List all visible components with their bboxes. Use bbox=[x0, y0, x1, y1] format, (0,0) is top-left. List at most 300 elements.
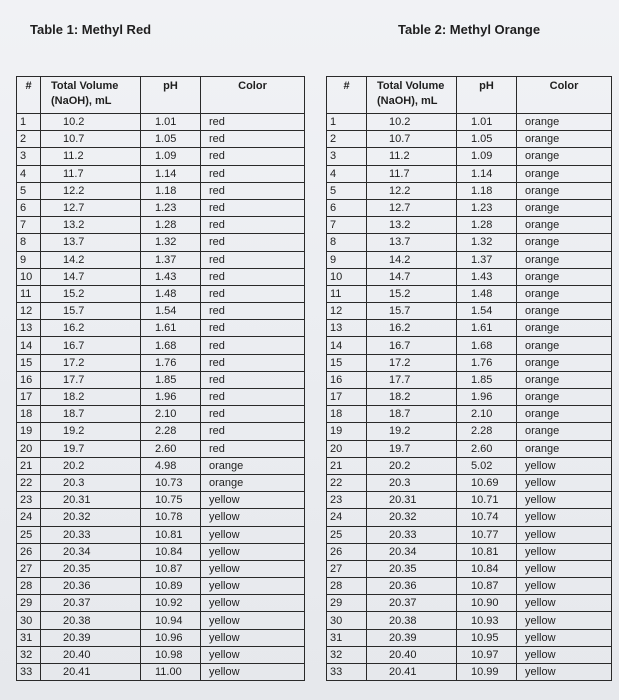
header-color: Color bbox=[201, 77, 305, 114]
ph-cell: 10.94 bbox=[141, 612, 201, 629]
table-row bbox=[327, 664, 612, 681]
row-number: 29 bbox=[17, 595, 41, 612]
total-volume-cell: 19.2 bbox=[41, 423, 141, 440]
ph-cell: 10.98 bbox=[141, 646, 201, 663]
row-number: 23 bbox=[327, 492, 367, 509]
table-row bbox=[327, 337, 612, 354]
header-ph: pH bbox=[457, 77, 517, 114]
row-number: 5 bbox=[327, 182, 367, 199]
total-volume-cell: 20.31 bbox=[41, 492, 141, 509]
color-cell: orange bbox=[201, 457, 305, 474]
row-number: 12 bbox=[327, 303, 367, 320]
table-row bbox=[327, 543, 612, 560]
total-volume-cell: 10.7 bbox=[367, 131, 457, 148]
total-volume-cell: 20.38 bbox=[41, 612, 141, 629]
ph-cell: 1.54 bbox=[457, 303, 517, 320]
color-cell: yellow bbox=[201, 526, 305, 543]
color-cell: red bbox=[201, 268, 305, 285]
color-cell: yellow bbox=[517, 595, 612, 612]
total-volume-cell: 20.35 bbox=[41, 560, 141, 577]
row-number: 26 bbox=[327, 543, 367, 560]
ph-cell: 10.89 bbox=[141, 578, 201, 595]
color-cell: orange bbox=[517, 389, 612, 406]
color-cell: yellow bbox=[517, 560, 612, 577]
table-row bbox=[17, 492, 305, 509]
color-cell: yellow bbox=[201, 560, 305, 577]
table-row bbox=[17, 234, 305, 251]
color-cell: orange bbox=[517, 234, 612, 251]
total-volume-cell: 14.2 bbox=[367, 251, 457, 268]
total-volume-cell: 20.3 bbox=[41, 474, 141, 491]
ph-cell: 10.95 bbox=[457, 629, 517, 646]
ph-cell: 1.09 bbox=[141, 148, 201, 165]
table-row bbox=[327, 595, 612, 612]
total-volume-cell: 13.2 bbox=[367, 217, 457, 234]
total-volume-cell: 11.2 bbox=[367, 148, 457, 165]
color-cell: yellow bbox=[517, 526, 612, 543]
total-volume-cell: 18.7 bbox=[41, 406, 141, 423]
table-row bbox=[327, 268, 612, 285]
color-cell: red bbox=[201, 320, 305, 337]
row-number: 17 bbox=[327, 389, 367, 406]
total-volume-cell: 17.7 bbox=[367, 371, 457, 388]
total-volume-cell: 11.2 bbox=[41, 148, 141, 165]
color-cell: orange bbox=[517, 354, 612, 371]
table-row bbox=[327, 303, 612, 320]
table-row bbox=[17, 560, 305, 577]
table-row bbox=[327, 612, 612, 629]
row-number: 5 bbox=[17, 182, 41, 199]
table-row bbox=[17, 474, 305, 491]
row-number: 10 bbox=[17, 268, 41, 285]
color-cell: orange bbox=[517, 303, 612, 320]
row-number: 9 bbox=[327, 251, 367, 268]
row-number: 24 bbox=[17, 509, 41, 526]
row-number: 10 bbox=[327, 268, 367, 285]
color-cell: red bbox=[201, 148, 305, 165]
color-cell: orange bbox=[517, 320, 612, 337]
ph-cell: 1.28 bbox=[141, 217, 201, 234]
table-row bbox=[17, 578, 305, 595]
total-volume-cell: 15.2 bbox=[41, 285, 141, 302]
total-volume-cell: 20.39 bbox=[367, 629, 457, 646]
color-cell: yellow bbox=[517, 492, 612, 509]
ph-cell: 1.32 bbox=[457, 234, 517, 251]
table-row bbox=[327, 389, 612, 406]
row-number: 6 bbox=[327, 199, 367, 216]
color-cell: yellow bbox=[201, 543, 305, 560]
color-cell: yellow bbox=[201, 509, 305, 526]
header-ph: pH bbox=[141, 77, 201, 114]
table-row bbox=[17, 526, 305, 543]
ph-cell: 10.93 bbox=[457, 612, 517, 629]
row-number: 33 bbox=[17, 664, 41, 681]
methyl-red-table bbox=[16, 76, 305, 681]
row-number: 18 bbox=[17, 406, 41, 423]
ph-cell: 1.43 bbox=[141, 268, 201, 285]
color-cell: yellow bbox=[201, 629, 305, 646]
table-row bbox=[17, 199, 305, 216]
ph-cell: 1.48 bbox=[141, 285, 201, 302]
ph-cell: 1.85 bbox=[457, 371, 517, 388]
color-cell: red bbox=[201, 371, 305, 388]
row-number: 19 bbox=[327, 423, 367, 440]
color-cell: yellow bbox=[517, 629, 612, 646]
color-cell: orange bbox=[517, 285, 612, 302]
total-volume-cell: 14.7 bbox=[367, 268, 457, 285]
table-row bbox=[327, 131, 612, 148]
table-row bbox=[327, 560, 612, 577]
color-cell: yellow bbox=[517, 646, 612, 663]
total-volume-cell: 14.7 bbox=[41, 268, 141, 285]
table-row bbox=[17, 114, 305, 131]
color-cell: red bbox=[201, 440, 305, 457]
table-row bbox=[17, 337, 305, 354]
row-number: 21 bbox=[327, 457, 367, 474]
color-cell: orange bbox=[517, 217, 612, 234]
ph-cell: 1.23 bbox=[141, 199, 201, 216]
row-number: 25 bbox=[327, 526, 367, 543]
row-number: 7 bbox=[17, 217, 41, 234]
ph-cell: 2.60 bbox=[141, 440, 201, 457]
ph-cell: 10.97 bbox=[457, 646, 517, 663]
ph-cell: 10.69 bbox=[457, 474, 517, 491]
row-number: 16 bbox=[327, 371, 367, 388]
ph-cell: 10.71 bbox=[457, 492, 517, 509]
table-row bbox=[17, 664, 305, 681]
total-volume-cell: 17.7 bbox=[41, 371, 141, 388]
row-number: 19 bbox=[17, 423, 41, 440]
ph-cell: 10.90 bbox=[457, 595, 517, 612]
ph-cell: 10.73 bbox=[141, 474, 201, 491]
total-volume-cell: 13.7 bbox=[41, 234, 141, 251]
row-number: 20 bbox=[17, 440, 41, 457]
color-cell: orange bbox=[517, 131, 612, 148]
color-cell: red bbox=[201, 251, 305, 268]
header-volume-line2: (NaOH), mL bbox=[51, 95, 112, 107]
table2-title: Table 2: Methyl Orange bbox=[398, 22, 541, 37]
total-volume-cell: 18.2 bbox=[367, 389, 457, 406]
ph-cell: 1.01 bbox=[457, 114, 517, 131]
total-volume-cell: 20.37 bbox=[41, 595, 141, 612]
row-number: 2 bbox=[17, 131, 41, 148]
color-cell: yellow bbox=[517, 474, 612, 491]
ph-cell: 1.76 bbox=[457, 354, 517, 371]
color-cell: orange bbox=[517, 148, 612, 165]
table-row bbox=[17, 303, 305, 320]
total-volume-cell: 20.36 bbox=[367, 578, 457, 595]
header-volume-line1: Total Volume bbox=[377, 80, 445, 92]
table-row bbox=[327, 217, 612, 234]
total-volume-cell: 18.2 bbox=[41, 389, 141, 406]
total-volume-cell: 10.2 bbox=[367, 114, 457, 131]
ph-cell: 1.54 bbox=[141, 303, 201, 320]
table-row bbox=[17, 440, 305, 457]
table-row bbox=[17, 612, 305, 629]
row-number: 24 bbox=[327, 509, 367, 526]
table-row bbox=[327, 406, 612, 423]
row-number: 8 bbox=[17, 234, 41, 251]
ph-cell: 10.99 bbox=[457, 664, 517, 681]
color-cell: orange bbox=[517, 268, 612, 285]
table-row bbox=[327, 492, 612, 509]
table-row bbox=[327, 114, 612, 131]
total-volume-cell: 12.2 bbox=[41, 182, 141, 199]
ph-cell: 1.37 bbox=[457, 251, 517, 268]
color-cell: red bbox=[201, 199, 305, 216]
total-volume-cell: 16.7 bbox=[367, 337, 457, 354]
methyl-orange-table bbox=[326, 76, 612, 681]
ph-cell: 1.68 bbox=[141, 337, 201, 354]
ph-cell: 11.00 bbox=[141, 664, 201, 681]
table-row bbox=[327, 440, 612, 457]
ph-cell: 1.96 bbox=[457, 389, 517, 406]
ph-cell: 10.81 bbox=[141, 526, 201, 543]
row-number: 11 bbox=[17, 285, 41, 302]
table-row bbox=[327, 354, 612, 371]
ph-cell: 2.28 bbox=[141, 423, 201, 440]
color-cell: orange bbox=[517, 199, 612, 216]
ph-cell: 1.01 bbox=[141, 114, 201, 131]
table-row bbox=[17, 595, 305, 612]
total-volume-cell: 17.2 bbox=[41, 354, 141, 371]
total-volume-cell: 20.2 bbox=[41, 457, 141, 474]
row-number: 15 bbox=[17, 354, 41, 371]
row-number: 3 bbox=[17, 148, 41, 165]
total-volume-cell: 15.2 bbox=[367, 285, 457, 302]
table-row bbox=[327, 199, 612, 216]
color-cell: red bbox=[201, 114, 305, 131]
total-volume-cell: 20.37 bbox=[367, 595, 457, 612]
row-number: 29 bbox=[327, 595, 367, 612]
row-number: 3 bbox=[327, 148, 367, 165]
total-volume-cell: 20.40 bbox=[367, 646, 457, 663]
ph-cell: 10.78 bbox=[141, 509, 201, 526]
table-row bbox=[17, 285, 305, 302]
table-row bbox=[17, 131, 305, 148]
ph-cell: 10.92 bbox=[141, 595, 201, 612]
ph-cell: 1.32 bbox=[141, 234, 201, 251]
row-number: 16 bbox=[17, 371, 41, 388]
header-number: # bbox=[17, 77, 41, 114]
ph-cell: 4.98 bbox=[141, 457, 201, 474]
total-volume-cell: 17.2 bbox=[367, 354, 457, 371]
color-cell: red bbox=[201, 131, 305, 148]
total-volume-cell: 15.7 bbox=[41, 303, 141, 320]
row-number: 15 bbox=[327, 354, 367, 371]
row-number: 7 bbox=[327, 217, 367, 234]
row-number: 20 bbox=[327, 440, 367, 457]
table-row bbox=[327, 251, 612, 268]
table-row bbox=[17, 354, 305, 371]
ph-cell: 1.23 bbox=[457, 199, 517, 216]
table-row bbox=[17, 543, 305, 560]
table1-body bbox=[17, 114, 305, 681]
color-cell: red bbox=[201, 389, 305, 406]
table1-title: Table 1: Methyl Red bbox=[30, 22, 152, 37]
row-number: 6 bbox=[17, 199, 41, 216]
table-row bbox=[327, 474, 612, 491]
table-row bbox=[17, 268, 305, 285]
ph-cell: 10.81 bbox=[457, 543, 517, 560]
total-volume-cell: 20.36 bbox=[41, 578, 141, 595]
ph-cell: 2.60 bbox=[457, 440, 517, 457]
row-number: 32 bbox=[327, 646, 367, 663]
total-volume-cell: 10.2 bbox=[41, 114, 141, 131]
table-row bbox=[327, 234, 612, 251]
total-volume-cell: 16.7 bbox=[41, 337, 141, 354]
color-cell: yellow bbox=[201, 646, 305, 663]
row-number: 2 bbox=[327, 131, 367, 148]
color-cell: orange bbox=[517, 406, 612, 423]
table-row bbox=[17, 509, 305, 526]
color-cell: yellow bbox=[517, 543, 612, 560]
row-number: 31 bbox=[327, 629, 367, 646]
total-volume-cell: 20.39 bbox=[41, 629, 141, 646]
table-row bbox=[17, 165, 305, 182]
total-volume-cell: 18.7 bbox=[367, 406, 457, 423]
row-number: 30 bbox=[327, 612, 367, 629]
ph-cell: 1.48 bbox=[457, 285, 517, 302]
color-cell: yellow bbox=[517, 457, 612, 474]
row-number: 14 bbox=[327, 337, 367, 354]
color-cell: red bbox=[201, 337, 305, 354]
row-number: 1 bbox=[17, 114, 41, 131]
table-row bbox=[327, 285, 612, 302]
ph-cell: 10.77 bbox=[457, 526, 517, 543]
row-number: 25 bbox=[17, 526, 41, 543]
color-cell: orange bbox=[517, 251, 612, 268]
table-row bbox=[17, 251, 305, 268]
table-row bbox=[327, 509, 612, 526]
ph-cell: 1.09 bbox=[457, 148, 517, 165]
color-cell: red bbox=[201, 182, 305, 199]
total-volume-cell: 19.7 bbox=[41, 440, 141, 457]
table-row bbox=[17, 371, 305, 388]
row-number: 23 bbox=[17, 492, 41, 509]
row-number: 27 bbox=[17, 560, 41, 577]
total-volume-cell: 14.2 bbox=[41, 251, 141, 268]
table-row bbox=[327, 578, 612, 595]
total-volume-cell: 20.41 bbox=[41, 664, 141, 681]
color-cell: yellow bbox=[201, 578, 305, 595]
color-cell: red bbox=[201, 423, 305, 440]
ph-cell: 10.74 bbox=[457, 509, 517, 526]
row-number: 17 bbox=[17, 389, 41, 406]
ph-cell: 1.61 bbox=[141, 320, 201, 337]
total-volume-cell: 12.7 bbox=[41, 199, 141, 216]
row-number: 4 bbox=[327, 165, 367, 182]
total-volume-cell: 20.3 bbox=[367, 474, 457, 491]
table-row bbox=[327, 423, 612, 440]
color-cell: red bbox=[201, 354, 305, 371]
total-volume-cell: 10.7 bbox=[41, 131, 141, 148]
total-volume-cell: 20.41 bbox=[367, 664, 457, 681]
row-number: 9 bbox=[17, 251, 41, 268]
ph-cell: 2.10 bbox=[457, 406, 517, 423]
total-volume-cell: 13.7 bbox=[367, 234, 457, 251]
total-volume-cell: 20.33 bbox=[41, 526, 141, 543]
total-volume-cell: 11.7 bbox=[41, 165, 141, 182]
row-number: 27 bbox=[327, 560, 367, 577]
total-volume-cell: 20.31 bbox=[367, 492, 457, 509]
color-cell: red bbox=[201, 217, 305, 234]
table-row bbox=[17, 182, 305, 199]
row-number: 26 bbox=[17, 543, 41, 560]
table-row bbox=[17, 646, 305, 663]
ph-cell: 2.28 bbox=[457, 423, 517, 440]
header-color: Color bbox=[517, 77, 612, 114]
table2-body bbox=[327, 114, 612, 681]
row-number: 1 bbox=[327, 114, 367, 131]
row-number: 8 bbox=[327, 234, 367, 251]
ph-cell: 1.96 bbox=[141, 389, 201, 406]
ph-cell: 1.28 bbox=[457, 217, 517, 234]
row-number: 30 bbox=[17, 612, 41, 629]
color-cell: yellow bbox=[201, 492, 305, 509]
color-cell: yellow bbox=[517, 664, 612, 681]
ph-cell: 1.05 bbox=[141, 131, 201, 148]
color-cell: yellow bbox=[201, 595, 305, 612]
table-row bbox=[327, 320, 612, 337]
table-row bbox=[17, 320, 305, 337]
ph-cell: 5.02 bbox=[457, 457, 517, 474]
header-total-volume bbox=[41, 77, 141, 114]
header-total-volume bbox=[367, 77, 457, 114]
row-number: 13 bbox=[17, 320, 41, 337]
total-volume-cell: 20.34 bbox=[367, 543, 457, 560]
color-cell: orange bbox=[517, 165, 612, 182]
row-number: 28 bbox=[327, 578, 367, 595]
row-number: 14 bbox=[17, 337, 41, 354]
total-volume-cell: 15.7 bbox=[367, 303, 457, 320]
total-volume-cell: 20.2 bbox=[367, 457, 457, 474]
row-number: 4 bbox=[17, 165, 41, 182]
total-volume-cell: 12.2 bbox=[367, 182, 457, 199]
total-volume-cell: 20.32 bbox=[41, 509, 141, 526]
table-row bbox=[327, 371, 612, 388]
total-volume-cell: 13.2 bbox=[41, 217, 141, 234]
table-row bbox=[327, 526, 612, 543]
table-header-row bbox=[17, 77, 305, 114]
table-row bbox=[17, 217, 305, 234]
color-cell: orange bbox=[517, 337, 612, 354]
ph-cell: 10.87 bbox=[457, 578, 517, 595]
total-volume-cell: 20.35 bbox=[367, 560, 457, 577]
table-row bbox=[327, 165, 612, 182]
row-number: 22 bbox=[17, 474, 41, 491]
color-cell: orange bbox=[517, 371, 612, 388]
ph-cell: 10.84 bbox=[457, 560, 517, 577]
header-volume-line2: (NaOH), mL bbox=[377, 95, 438, 107]
color-cell: yellow bbox=[201, 612, 305, 629]
table-row bbox=[327, 629, 612, 646]
ph-cell: 10.84 bbox=[141, 543, 201, 560]
color-cell: red bbox=[201, 303, 305, 320]
row-number: 11 bbox=[327, 285, 367, 302]
table-row bbox=[17, 423, 305, 440]
ph-cell: 1.14 bbox=[457, 165, 517, 182]
row-number: 32 bbox=[17, 646, 41, 663]
table-row bbox=[327, 457, 612, 474]
ph-cell: 1.85 bbox=[141, 371, 201, 388]
color-cell: yellow bbox=[517, 612, 612, 629]
total-volume-cell: 20.33 bbox=[367, 526, 457, 543]
ph-cell: 1.18 bbox=[141, 182, 201, 199]
color-cell: red bbox=[201, 285, 305, 302]
ph-cell: 1.05 bbox=[457, 131, 517, 148]
row-number: 28 bbox=[17, 578, 41, 595]
